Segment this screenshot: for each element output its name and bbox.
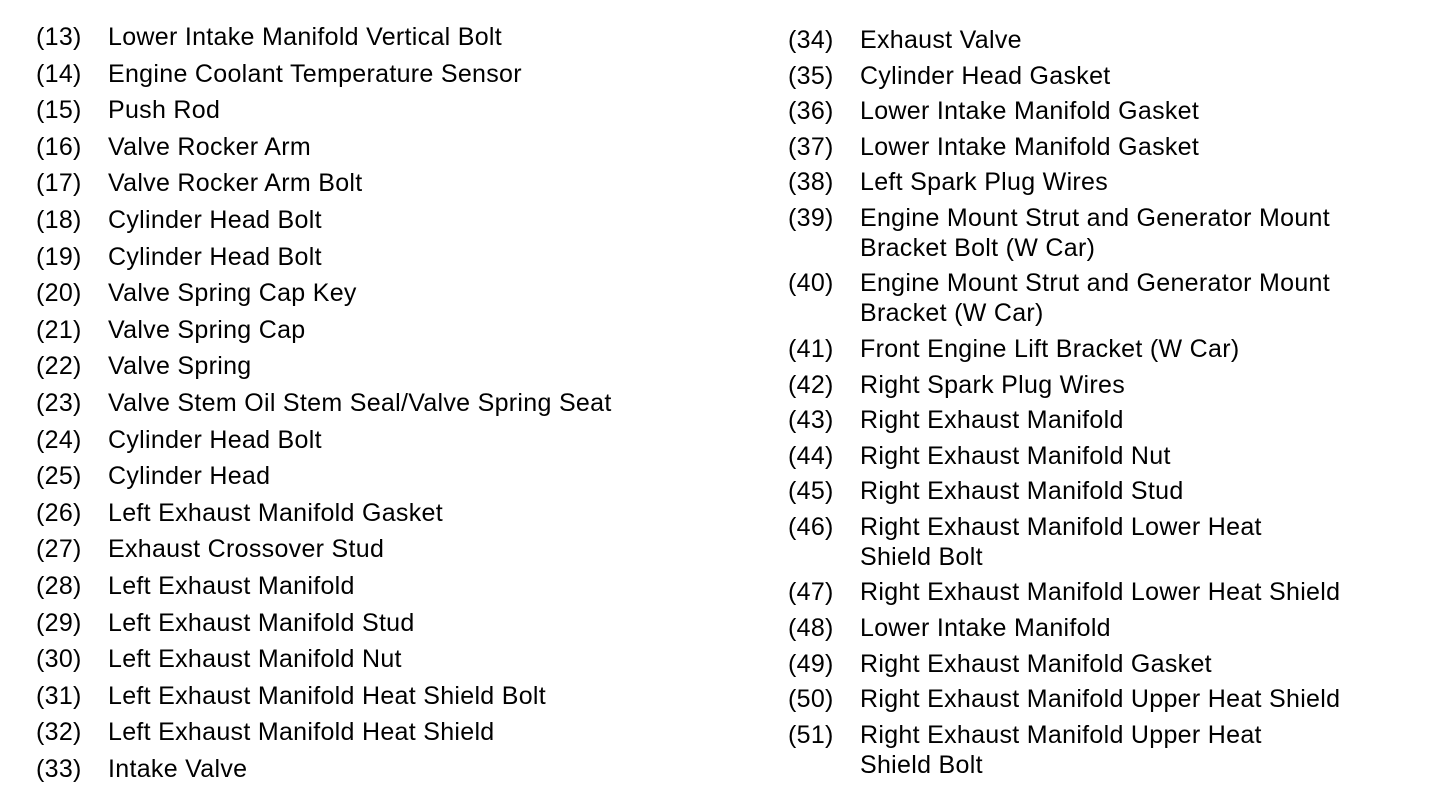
legend-item-number: (46) <box>788 512 834 541</box>
legend-item-label: Intake Valve <box>108 754 248 783</box>
legend-item <box>36 168 736 205</box>
legend-item-number: (34) <box>788 26 834 54</box>
legend-item-label: Lower Intake Manifold <box>860 614 1111 643</box>
legend-item-number: (13) <box>36 23 82 51</box>
legend-item <box>36 461 736 498</box>
legend-item-label: Lower Intake Manifold Vertical Bolt <box>108 23 503 51</box>
legend-item <box>788 25 1428 61</box>
legend-item-number: (26) <box>36 498 82 527</box>
legend-item-label: Right Exhaust Manifold Gasket <box>860 649 1212 678</box>
legend-item <box>36 315 736 352</box>
legend-item-number: (14) <box>36 59 82 88</box>
legend-item-number: (43) <box>788 406 834 435</box>
legend-item <box>36 59 736 96</box>
legend-item-label: Right Exhaust Manifold Upper Heat Shield <box>860 685 1341 714</box>
legend-item <box>36 242 736 279</box>
legend-item <box>788 405 1428 441</box>
legend-item-label: Left Exhaust Manifold <box>108 571 355 600</box>
legend-item-label: Right Exhaust Manifold Lower Heat Shield Bolt <box>860 512 1262 571</box>
legend-item-number: (49) <box>788 649 834 678</box>
legend-item <box>788 613 1428 649</box>
legend-item <box>36 132 736 169</box>
legend-item-number: (20) <box>36 279 82 308</box>
legend-item-number: (22) <box>36 352 82 381</box>
legend-item-label: Push Rod <box>108 96 221 125</box>
legend-item-number: (37) <box>788 132 834 161</box>
legend-item-label: Right Exhaust Manifold Upper Heat Shield Bolt <box>860 720 1262 779</box>
legend-item <box>788 684 1428 720</box>
legend-item <box>36 351 736 388</box>
legend-left-column <box>36 22 736 790</box>
legend-item-label: Left Spark Plug Wires <box>860 168 1109 197</box>
legend-item-label: Cylinder Head Gasket <box>860 61 1111 90</box>
legend-item-number: (24) <box>36 425 82 454</box>
legend-item-number: (35) <box>788 61 834 90</box>
legend-item-number: (21) <box>36 315 82 344</box>
legend-item-label: Valve Rocker Arm <box>108 132 312 161</box>
legend-item-label: Exhaust Valve <box>860 26 1022 54</box>
legend-item <box>36 278 736 315</box>
legend-item-number: (18) <box>36 205 82 234</box>
legend-item-number: (27) <box>36 535 82 564</box>
legend-right-column <box>788 25 1428 785</box>
legend-item-label: Cylinder Head <box>108 462 271 491</box>
legend-item <box>36 644 736 681</box>
legend-item <box>36 95 736 132</box>
legend-item-label: Engine Mount Strut and Generator Mount Bracket (W Car) <box>860 269 1331 328</box>
legend-item-number: (47) <box>788 578 834 607</box>
legend-item <box>36 681 736 718</box>
legend-item-number: (33) <box>36 754 82 783</box>
legend-item-label: Valve Rocker Arm Bolt <box>108 169 363 198</box>
legend-item <box>788 649 1428 685</box>
legend-item-label: Right Exhaust Manifold Lower Heat Shield <box>860 578 1341 607</box>
legend-item <box>36 608 736 645</box>
legend-item-number: (39) <box>788 203 834 232</box>
legend-item-number: (28) <box>36 571 82 600</box>
legend-item <box>36 22 736 59</box>
legend-item <box>788 96 1428 132</box>
legend-item-label: Left Exhaust Manifold Stud <box>108 608 415 637</box>
legend-item-label: Right Exhaust Manifold Nut <box>860 441 1171 470</box>
legend-item-number: (40) <box>788 269 834 298</box>
legend-item <box>788 441 1428 477</box>
legend-item <box>36 717 736 754</box>
legend-item <box>36 754 736 791</box>
legend-item-label: Exhaust Crossover Stud <box>108 535 385 564</box>
legend-item-label: Cylinder Head Bolt <box>108 205 322 234</box>
legend-item-label: Left Exhaust Manifold Heat Shield <box>108 718 495 747</box>
legend-item <box>788 61 1428 97</box>
legend-item-label: Left Exhaust Manifold Nut <box>108 645 402 674</box>
legend-item-number: (38) <box>788 168 834 197</box>
legend-item-number: (25) <box>36 462 82 491</box>
legend-item <box>788 132 1428 168</box>
legend-item-label: Right Exhaust Manifold Stud <box>860 477 1184 506</box>
legend-item-label: Valve Spring Cap <box>108 315 306 344</box>
legend-item-number: (16) <box>36 132 82 161</box>
legend-item-label: Engine Mount Strut and Generator Mount Bracket Bolt (W Car) <box>860 203 1331 262</box>
legend-item-label: Lower Intake Manifold Gasket <box>860 132 1200 161</box>
legend-item <box>788 720 1428 786</box>
legend-item-label: Front Engine Lift Bracket (W Car) <box>860 334 1240 363</box>
legend-item <box>788 476 1428 512</box>
legend-item-number: (30) <box>36 645 82 674</box>
legend-item-number: (17) <box>36 169 82 198</box>
legend-item-label: Lower Intake Manifold Gasket <box>860 97 1200 126</box>
legend-item-number: (31) <box>36 681 82 710</box>
legend-item-label: Cylinder Head Bolt <box>108 425 322 454</box>
legend-item <box>36 425 736 462</box>
legend-item-number: (19) <box>36 242 82 271</box>
legend-item <box>36 388 736 425</box>
legend-item-number: (42) <box>788 370 834 399</box>
legend-item-label: Right Spark Plug Wires <box>860 370 1126 399</box>
legend-item-number: (48) <box>788 614 834 643</box>
legend-item <box>36 534 736 571</box>
legend-item-number: (44) <box>788 441 834 470</box>
legend-item <box>788 577 1428 613</box>
legend-item-label: Engine Coolant Temperature Sensor <box>108 59 522 88</box>
legend-item-number: (36) <box>788 97 834 126</box>
legend-item <box>788 268 1428 334</box>
legend-item-number: (23) <box>36 388 82 417</box>
legend-item-number: (32) <box>36 718 82 747</box>
legend-item-number: (51) <box>788 720 834 749</box>
legend-item <box>788 370 1428 406</box>
legend-item <box>36 205 736 242</box>
legend-item-label: Left Exhaust Manifold Gasket <box>108 498 443 527</box>
legend-item-number: (41) <box>788 334 834 363</box>
legend-item-label: Left Exhaust Manifold Heat Shield Bolt <box>108 681 547 710</box>
legend-item-number: (15) <box>36 96 82 125</box>
legend-item-label: Right Exhaust Manifold <box>860 406 1124 435</box>
legend-item <box>788 203 1428 269</box>
legend-item <box>36 571 736 608</box>
legend-item <box>36 498 736 535</box>
legend-item-label: Cylinder Head Bolt <box>108 242 322 271</box>
legend-item-label: Valve Spring Cap Key <box>108 279 357 308</box>
legend-item-number: (45) <box>788 477 834 506</box>
legend-item-number: (29) <box>36 608 82 637</box>
legend-item-label: Valve Stem Oil Stem Seal/Valve Spring Seat <box>108 388 612 417</box>
legend-item <box>788 167 1428 203</box>
legend-item <box>788 334 1428 370</box>
legend-item-number: (50) <box>788 685 834 714</box>
legend-item <box>788 512 1428 578</box>
legend-item-label: Valve Spring <box>108 352 252 381</box>
